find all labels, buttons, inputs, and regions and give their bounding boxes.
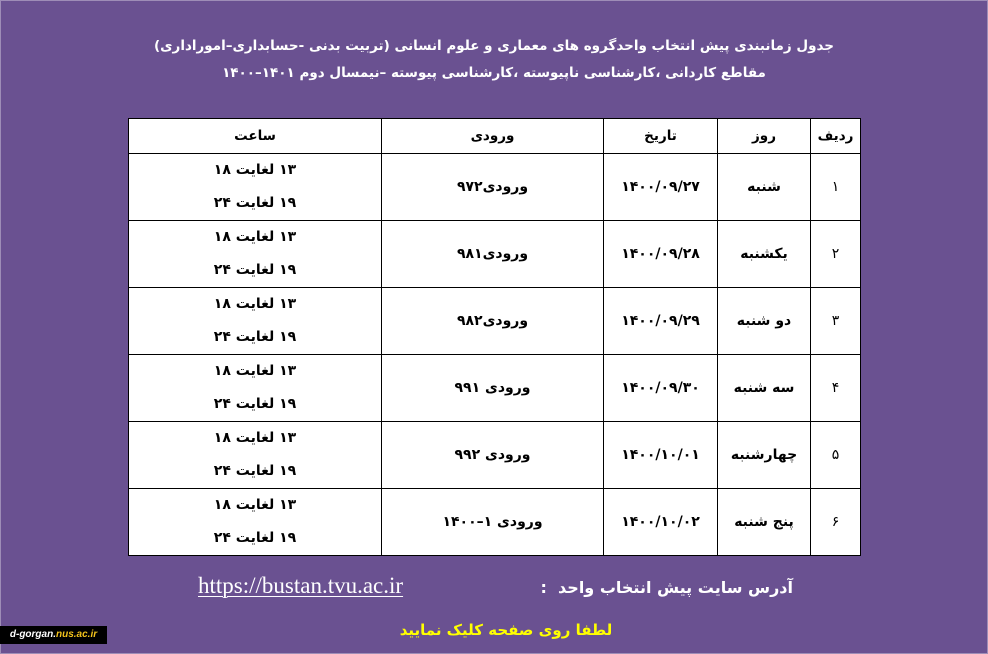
watermark-domain-prefix: d-gorgan. — [9, 629, 56, 640]
click-page-prompt[interactable]: لطفا روی صفحه کلیک نمایید — [399, 621, 613, 639]
date-cell: ۱۴۰۰/۰۹/۲۹ — [604, 288, 718, 355]
time-cell — [129, 288, 382, 355]
table-row — [129, 489, 861, 556]
entry-cell: ورودی ۱–۱۴۰۰ — [382, 489, 604, 556]
entry-cell: ورودی ۹۹۱ — [382, 355, 604, 422]
time-cell — [129, 489, 382, 556]
watermark-domain-suffix: nus.ac.ir — [55, 629, 98, 640]
day-cell: پنج شنبه — [718, 489, 811, 556]
time-cell — [129, 422, 382, 489]
row-number-cell: ۱ — [811, 154, 861, 221]
page-title — [0, 33, 988, 87]
time-cell — [129, 154, 382, 221]
row-number-cell: ۲ — [811, 221, 861, 288]
header-row-number: ردیف — [811, 119, 861, 154]
title-line-1: جدول زمانبندی پیش انتخاب واحدگروه های معماری و علوم انسانی (تربیت بدنی -حسابداری–اموراداری) — [154, 38, 834, 54]
time-range-2: ۱۹ لغایت ۲۴ — [213, 262, 297, 278]
time-range-2: ۱۹ لغایت ۲۴ — [213, 195, 297, 211]
site-address-label: آدرس سایت پیش انتخاب واحد : — [540, 578, 793, 597]
day-cell: شنبه — [718, 154, 811, 221]
time-range-1: ۱۳ لغایت ۱۸ — [213, 430, 297, 446]
time-range-1: ۱۳ لغایت ۱۸ — [213, 497, 297, 513]
day-cell: چهارشنبه — [718, 422, 811, 489]
site-watermark — [0, 626, 107, 644]
title-line-2: مقاطع کاردانی ،کارشناسی ناپیوسته ،کارشناسی پیوسته –نیمسال دوم ۱۴۰۱–۱۴۰۰ — [222, 65, 766, 81]
table-header-row — [129, 119, 861, 154]
date-cell: ۱۴۰۰/۰۹/۳۰ — [604, 355, 718, 422]
row-number-cell: ۴ — [811, 355, 861, 422]
time-range-1: ۱۳ لغایت ۱۸ — [213, 296, 297, 312]
time-range-2: ۱۹ لغایت ۲۴ — [213, 530, 297, 546]
header-time: ساعت — [129, 119, 382, 154]
table-row — [129, 355, 861, 422]
row-number-cell: ۵ — [811, 422, 861, 489]
time-range-1: ۱۳ لغایت ۱۸ — [213, 229, 297, 245]
day-cell: دو شنبه — [718, 288, 811, 355]
row-number-cell: ۳ — [811, 288, 861, 355]
entry-cell: ورودی۹۸۲ — [382, 288, 604, 355]
time-range-2: ۱۹ لغایت ۲۴ — [213, 396, 297, 412]
time-range-1: ۱۳ لغایت ۱۸ — [213, 363, 297, 379]
row-number-cell: ۶ — [811, 489, 861, 556]
time-cell — [129, 355, 382, 422]
date-cell: ۱۴۰۰/۰۹/۲۸ — [604, 221, 718, 288]
table-row — [129, 422, 861, 489]
day-cell: سه شنبه — [718, 355, 811, 422]
schedule-table — [128, 118, 861, 556]
table-row — [129, 288, 861, 355]
day-cell: یکشنبه — [718, 221, 811, 288]
table-row — [129, 154, 861, 221]
time-range-2: ۱۹ لغایت ۲۴ — [213, 329, 297, 345]
time-cell — [129, 221, 382, 288]
entry-cell: ورودی۹۸۱ — [382, 221, 604, 288]
date-cell: ۱۴۰۰/۰۹/۲۷ — [604, 154, 718, 221]
site-url-link[interactable]: https://bustan.tvu.ac.ir — [198, 573, 404, 598]
header-date: تاریخ — [604, 119, 718, 154]
time-range-2: ۱۹ لغایت ۲۴ — [213, 463, 297, 479]
header-day: روز — [718, 119, 811, 154]
date-cell: ۱۴۰۰/۱۰/۰۱ — [604, 422, 718, 489]
header-entry: ورودی — [382, 119, 604, 154]
date-cell: ۱۴۰۰/۱۰/۰۲ — [604, 489, 718, 556]
entry-cell: ورودی۹۷۲ — [382, 154, 604, 221]
table-row — [129, 221, 861, 288]
time-range-1: ۱۳ لغایت ۱۸ — [213, 162, 297, 178]
entry-cell: ورودی ۹۹۲ — [382, 422, 604, 489]
